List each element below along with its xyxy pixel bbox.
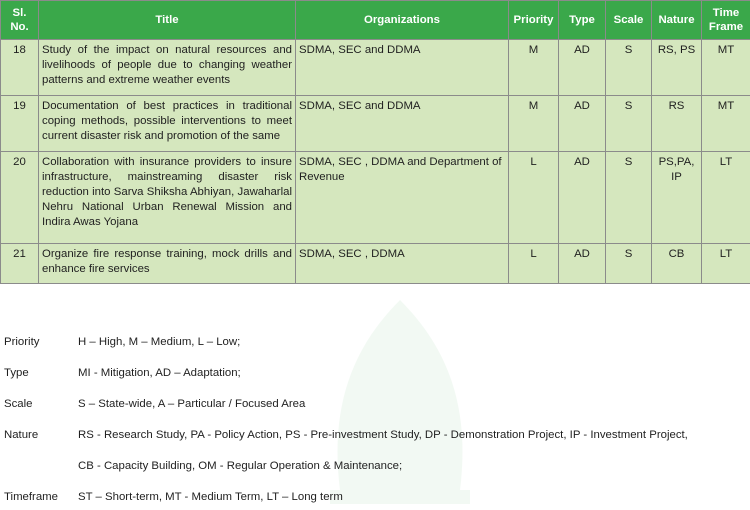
cell-sl: 19: [1, 96, 39, 152]
header-type: Type: [559, 1, 606, 40]
legend-label: Timeframe: [4, 491, 59, 503]
header-organizations: Organizations: [296, 1, 509, 40]
cell-priority: M: [509, 96, 559, 152]
cell-priority: M: [509, 40, 559, 96]
cell-type: AD: [559, 40, 606, 96]
header-priority: Priority: [509, 1, 559, 40]
cell-timeframe: MT: [702, 96, 750, 152]
header-sl-no: [1, 1, 39, 40]
legend-row-nature: [0, 429, 750, 445]
header-nature: Nature: [652, 1, 702, 40]
legend-text: ST – Short-term, MT - Medium Term, LT – Long term: [78, 491, 343, 503]
cell-sl: 21: [1, 244, 39, 284]
legend-text: RS - Research Study, PA - Policy Action, PS - Pre-investment Study, DP - Demonstration Project, IP - Investment Project,: [78, 429, 688, 441]
cell-sl: 18: [1, 40, 39, 96]
cell-scale: S: [606, 244, 652, 284]
legend-text: MI - Mitigation, AD – Adaptation;: [78, 367, 241, 379]
legend-text: H – High, M – Medium, L – Low;: [78, 336, 241, 348]
legend-text: S – State-wide, A – Particular / Focused Area: [78, 398, 306, 410]
header-time-frame: [702, 1, 750, 40]
legend-row-nature-cont: [0, 460, 750, 476]
cell-nature: PS,PA, IP: [652, 152, 702, 244]
header-title: Title: [39, 1, 296, 40]
table-row: [1, 152, 750, 244]
cell-priority: L: [509, 244, 559, 284]
legend-label: Scale: [4, 398, 33, 410]
cell-scale: S: [606, 152, 652, 244]
cell-title: Organize fire response training, mock drills and enhance fire services: [39, 244, 296, 284]
cell-nature: RS: [652, 96, 702, 152]
header-scale: Scale: [606, 1, 652, 40]
cell-nature: RS, PS: [652, 40, 702, 96]
table-row: [1, 244, 750, 284]
cell-title: Study of the impact on natural resources and livelihoods of people due to changing weather patterns and extreme weather events: [39, 40, 296, 96]
cell-organizations: SDMA, SEC , DDMA: [296, 244, 509, 284]
legend-row-timeframe: [0, 491, 750, 507]
table-header-row: [1, 1, 750, 40]
cell-type: AD: [559, 96, 606, 152]
legend-label: Priority: [4, 336, 40, 348]
cell-nature: CB: [652, 244, 702, 284]
legend-row-type: [0, 367, 750, 383]
cell-organizations: SDMA, SEC , DDMA and Department of Revenue: [296, 152, 509, 244]
cell-timeframe: LT: [702, 244, 750, 284]
cell-scale: S: [606, 96, 652, 152]
legend-text: CB - Capacity Building, OM - Regular Operation & Maintenance;: [78, 460, 403, 472]
cell-organizations: SDMA, SEC and DDMA: [296, 40, 509, 96]
cell-priority: L: [509, 152, 559, 244]
legend-row-priority: [0, 336, 750, 352]
header-sl-line1: Sl.: [12, 7, 27, 19]
cell-type: AD: [559, 244, 606, 284]
cell-sl: 20: [1, 152, 39, 244]
header-sl-line2: No.: [10, 21, 29, 33]
header-time-line2: Frame: [708, 21, 744, 33]
header-time-line1: Time: [712, 7, 740, 19]
table-row: [1, 96, 750, 152]
cell-scale: S: [606, 40, 652, 96]
cell-timeframe: LT: [702, 152, 750, 244]
cell-timeframe: MT: [702, 40, 750, 96]
legend-label: Nature: [4, 429, 39, 441]
cell-title: Collaboration with insurance providers to insure infrastructure, mainstreaming disaster risk reduction into Sarva Shiksha Abhiyan, Jawaharlal Nehru National Urban Renewal Mission and Indira Awas Yojana: [39, 152, 296, 244]
legend-row-scale: [0, 398, 750, 414]
legend-label: Type: [4, 367, 29, 379]
table-row: [1, 40, 750, 96]
cell-title: Documentation of best practices in traditional coping methods, possible interventions to meet current disaster risk and promotion of the same: [39, 96, 296, 152]
cell-organizations: SDMA, SEC and DDMA: [296, 96, 509, 152]
cell-type: AD: [559, 152, 606, 244]
